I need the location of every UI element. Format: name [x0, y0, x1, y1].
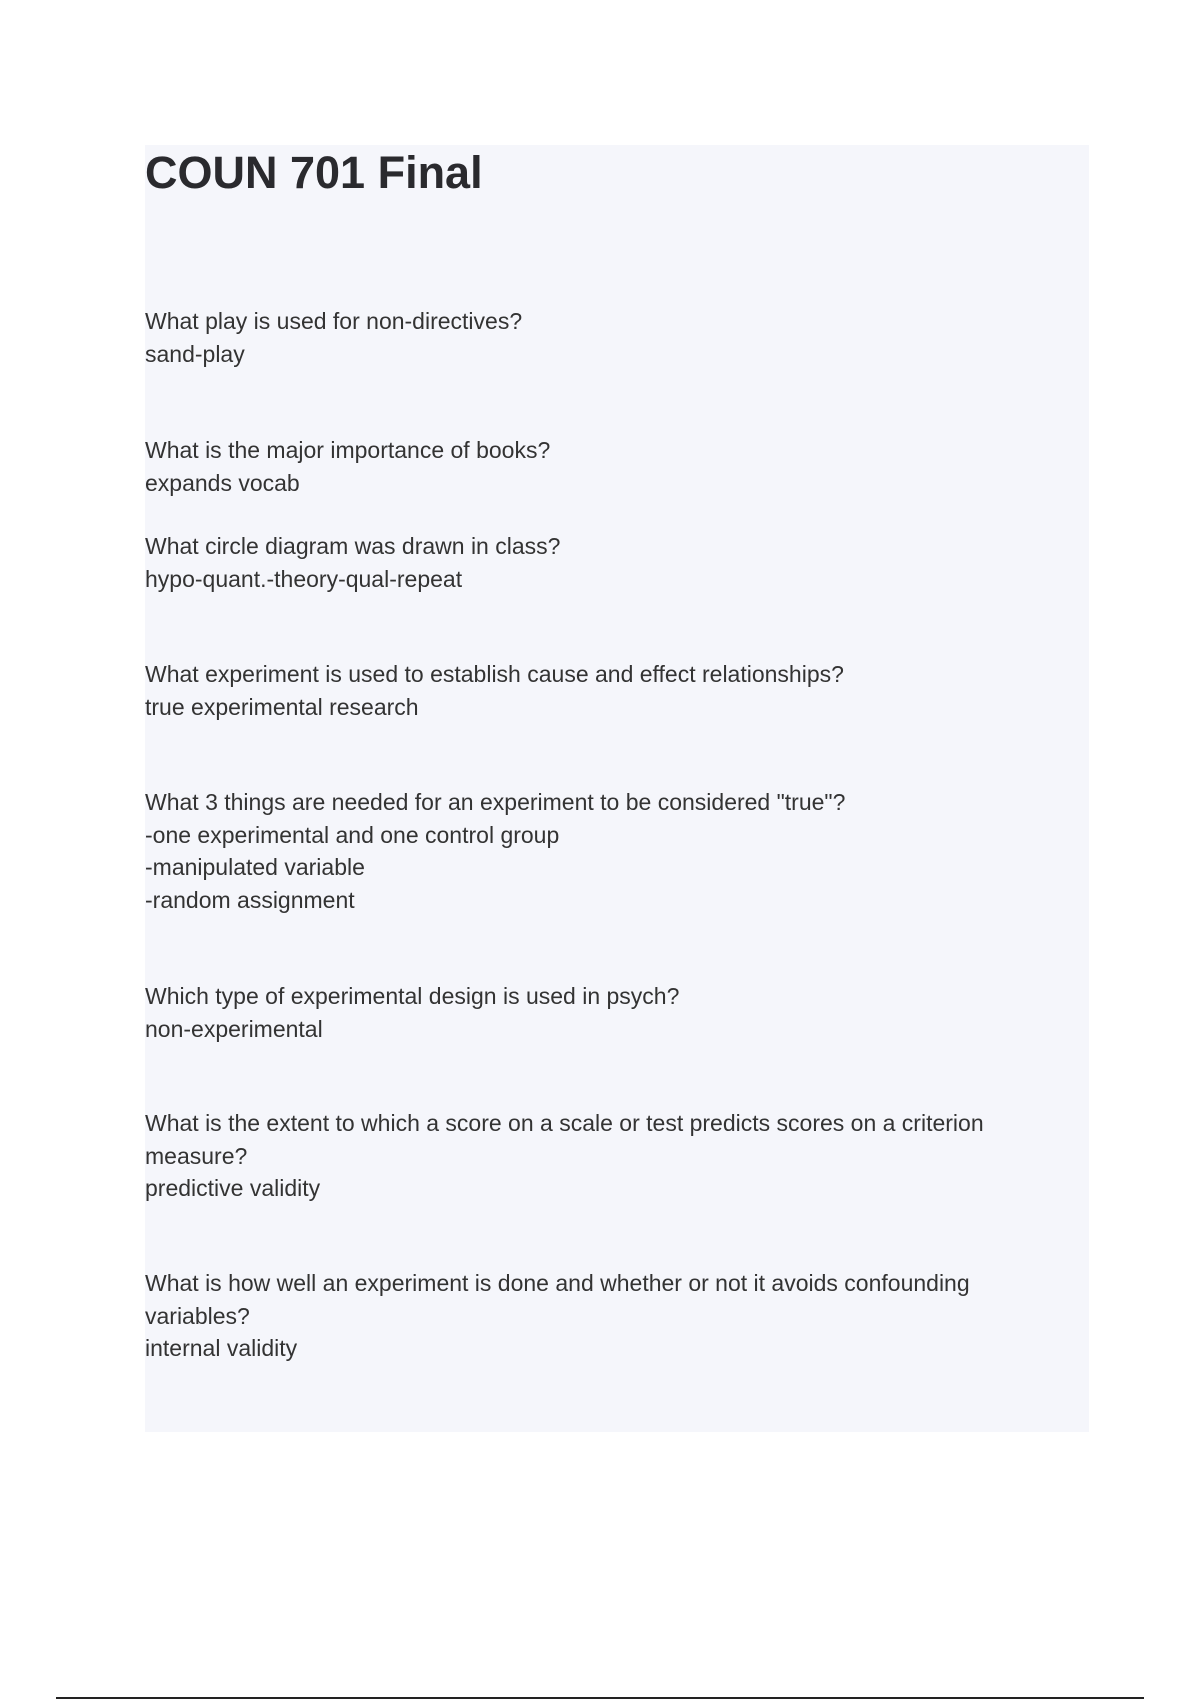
question-text: What is the major importance of books? [145, 437, 551, 463]
question-text: What experiment is used to establish cause and effect relationships? [145, 661, 844, 687]
footer-divider [56, 1697, 1144, 1699]
question-text: What circle diagram was drawn in class? [145, 533, 561, 559]
qa-item-4 [145, 658, 1055, 723]
qa-item-6 [145, 980, 1055, 1045]
answer-text: internal validity [145, 1335, 298, 1361]
qa-item-8 [145, 1267, 1055, 1365]
answer-text: true experimental research [145, 693, 419, 720]
answer-text: hypo-quant.-theory-qual-repeat [145, 565, 463, 592]
question-text: What is the extent to which a score on a scale or test predicts scores on a criterion [145, 1110, 984, 1136]
qa-item-3 [145, 530, 1055, 595]
qa-item-5 [145, 786, 1055, 916]
answer-text: -random assignment [145, 886, 355, 913]
qa-item-7 [145, 1107, 1055, 1205]
question-text: Which type of experimental design is used in psych? [145, 983, 680, 1009]
question-text: measure? [145, 1142, 248, 1169]
question-text: What 3 things are needed for an experiment to be considered "true"? [145, 789, 846, 815]
answer-text: non-experimental [145, 1015, 323, 1042]
answer-text: sand-play [145, 340, 245, 367]
answer-text: predictive validity [145, 1175, 321, 1201]
question-text: What is how well an experiment is done and whether or not it avoids confounding [145, 1270, 970, 1296]
answer-text: expands vocab [145, 469, 300, 496]
answer-text: -manipulated variable [145, 854, 365, 880]
question-text: What play is used for non-directives? [145, 308, 523, 334]
qa-item-1 [145, 305, 1055, 370]
qa-item-2 [145, 434, 1055, 499]
answer-text: -one experimental and one control group [145, 821, 560, 848]
document-title: COUN 701 Final [145, 147, 483, 198]
question-text: variables? [145, 1302, 250, 1329]
